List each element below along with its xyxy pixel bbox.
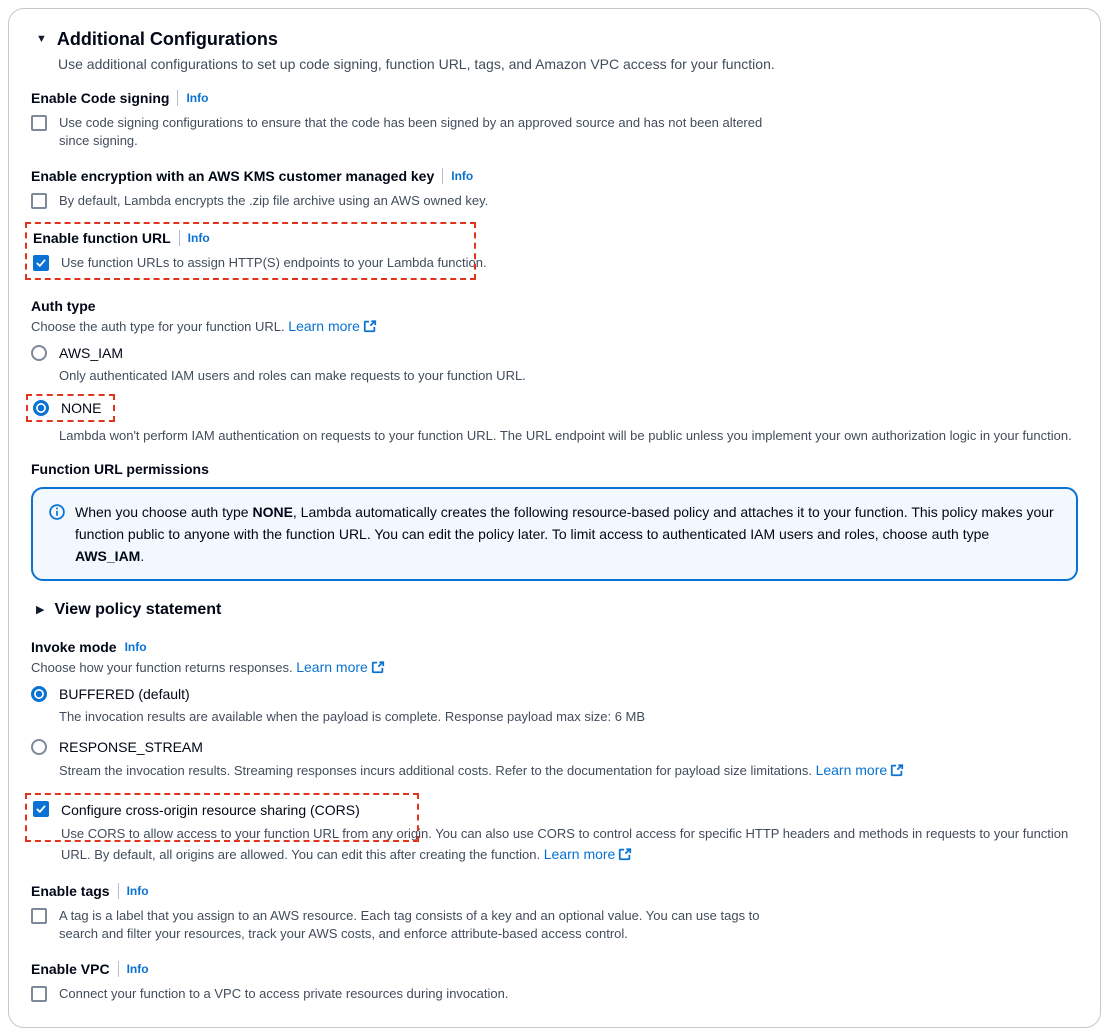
divider <box>179 230 180 246</box>
aws-iam-radio[interactable] <box>31 345 47 361</box>
cors-learn-more-link[interactable]: Learn more <box>544 846 633 862</box>
function-url-info-link[interactable]: Info <box>187 231 210 245</box>
response-stream-description: Stream the invocation results. Streaming responses incurs additional costs. Refer to the documentation for payload size limitations. Learn more <box>59 761 1078 780</box>
tags-section <box>31 883 1078 943</box>
vpc-label: Enable VPC <box>31 961 110 977</box>
vpc-checkbox-label[interactable]: Connect your function to a VPC to access private resources during invocation. <box>59 986 509 1001</box>
invoke-mode-label: Invoke mode <box>31 639 117 655</box>
permissions-info-alert <box>31 487 1078 581</box>
external-link-icon <box>363 319 377 333</box>
view-policy-statement-label: View policy statement <box>54 601 222 618</box>
kms-section <box>31 168 1078 210</box>
buffered-radio-label[interactable]: BUFFERED (default) <box>59 686 190 702</box>
external-link-icon <box>890 763 904 777</box>
auth-type-section <box>31 298 1078 445</box>
invoke-mode-learn-more-link[interactable]: Learn more <box>296 659 385 675</box>
invoke-mode-info-link[interactable]: Info <box>124 640 147 654</box>
buffered-radio[interactable] <box>31 686 47 702</box>
cors-checkbox[interactable] <box>33 801 49 817</box>
external-link-icon <box>371 660 385 674</box>
tags-info-link[interactable]: Info <box>126 884 149 898</box>
additional-configurations-panel <box>8 8 1101 1028</box>
function-url-checkbox-label[interactable]: Use function URLs to assign HTTP(S) endpoints to your Lambda function. <box>61 255 487 270</box>
code-signing-checkbox[interactable] <box>31 115 47 131</box>
external-link-icon <box>618 847 632 861</box>
response-stream-radio[interactable] <box>31 739 47 755</box>
invoke-mode-section <box>31 639 1078 780</box>
none-description: Lambda won't perform IAM authentication on requests to your function URL. The URL endpoint will be public unless you implement your own authorization logic in your function. <box>59 428 1072 443</box>
kms-checkbox[interactable] <box>31 193 47 209</box>
invoke-mode-description: Choose how your function returns responses. Learn more <box>31 659 1078 675</box>
cors-checkbox-label[interactable]: Configure cross-origin resource sharing (CORS) <box>61 802 360 818</box>
divider <box>118 883 119 899</box>
kms-info-link[interactable]: Info <box>451 169 474 183</box>
view-policy-statement-expander[interactable] <box>36 601 1078 619</box>
kms-checkbox-label[interactable]: By default, Lambda encrypts the .zip file archive using an AWS owned key. <box>59 193 489 208</box>
function-url-section <box>33 230 1078 272</box>
divider <box>118 961 119 977</box>
tags-checkbox[interactable] <box>31 908 47 924</box>
triangle-right-icon: ▶ <box>36 603 45 616</box>
check-icon <box>35 803 47 815</box>
auth-option-aws-iam[interactable] <box>31 344 1078 363</box>
vpc-section <box>31 961 1078 1003</box>
auth-type-description: Choose the auth type for your function URL. Learn more <box>31 318 1078 334</box>
triangle-down-icon: ▼ <box>36 33 47 45</box>
buffered-description: The invocation results are available when the payload is complete. Response payload max size: 6 MB <box>59 709 646 724</box>
page-title: Additional Configurations <box>56 29 278 49</box>
tags-label: Enable tags <box>31 883 110 899</box>
vpc-checkbox[interactable] <box>31 986 47 1002</box>
auth-type-learn-more-link[interactable]: Learn more <box>288 318 377 334</box>
section-description: Use additional configurations to set up code signing, function URL, tags, and Amazon VPC access for your function. <box>58 56 775 72</box>
kms-label: Enable encryption with an AWS KMS customer managed key <box>31 168 435 184</box>
code-signing-label: Enable Code signing <box>31 90 170 106</box>
cors-section <box>33 800 1078 865</box>
response-stream-radio-label[interactable]: RESPONSE_STREAM <box>59 739 203 755</box>
code-signing-checkbox-label[interactable]: Use code signing configurations to ensure that the code has been signed by an approved source and has not been altered since signing. <box>59 115 763 148</box>
code-signing-section <box>31 90 1078 150</box>
code-signing-info-link[interactable]: Info <box>186 91 209 105</box>
aws-iam-radio-label[interactable]: AWS_IAM <box>59 345 124 361</box>
none-radio-label[interactable]: NONE <box>61 400 102 416</box>
aws-iam-description: Only authenticated IAM users and roles can make requests to your function URL. <box>59 368 526 383</box>
function-url-checkbox[interactable] <box>33 255 49 271</box>
cors-description: Use CORS to allow access to your function URL from any origin. You can also use CORS to control access for specific HTTP headers and methods in requests to your function URL. By default, all origins are allowed. You can edit this after creating the function. Learn more <box>61 826 1069 862</box>
divider <box>442 168 443 184</box>
auth-type-label: Auth type <box>31 298 96 314</box>
invoke-option-response-stream[interactable] <box>31 738 1078 757</box>
vpc-info-link[interactable]: Info <box>126 962 149 976</box>
response-stream-learn-more-link[interactable]: Learn more <box>816 762 905 778</box>
none-radio[interactable] <box>33 400 49 416</box>
permissions-label: Function URL permissions <box>31 461 209 477</box>
alert-text: When you choose auth type NONE, Lambda automatically creates the following resource-based policy and attaches it to your function. This policy makes your function public to anyone with the function URL. You can edit the policy later. To limit access to authenticated IAM users and roles, choose auth type AWS_IAM. <box>75 504 1054 564</box>
auth-option-none[interactable] <box>33 399 101 418</box>
info-circle-icon <box>49 504 65 520</box>
section-header-additional-configurations[interactable] <box>36 29 1078 50</box>
invoke-option-buffered[interactable] <box>31 685 1078 704</box>
tags-checkbox-label[interactable]: A tag is a label that you assign to an AWS resource. Each tag consists of a key and an optional value. You can use tags to search and filter your resources, track your AWS costs, and enforce attribute-based access control. <box>59 908 760 941</box>
function-url-label: Enable function URL <box>33 230 171 246</box>
check-icon <box>35 257 47 269</box>
divider <box>177 90 178 106</box>
